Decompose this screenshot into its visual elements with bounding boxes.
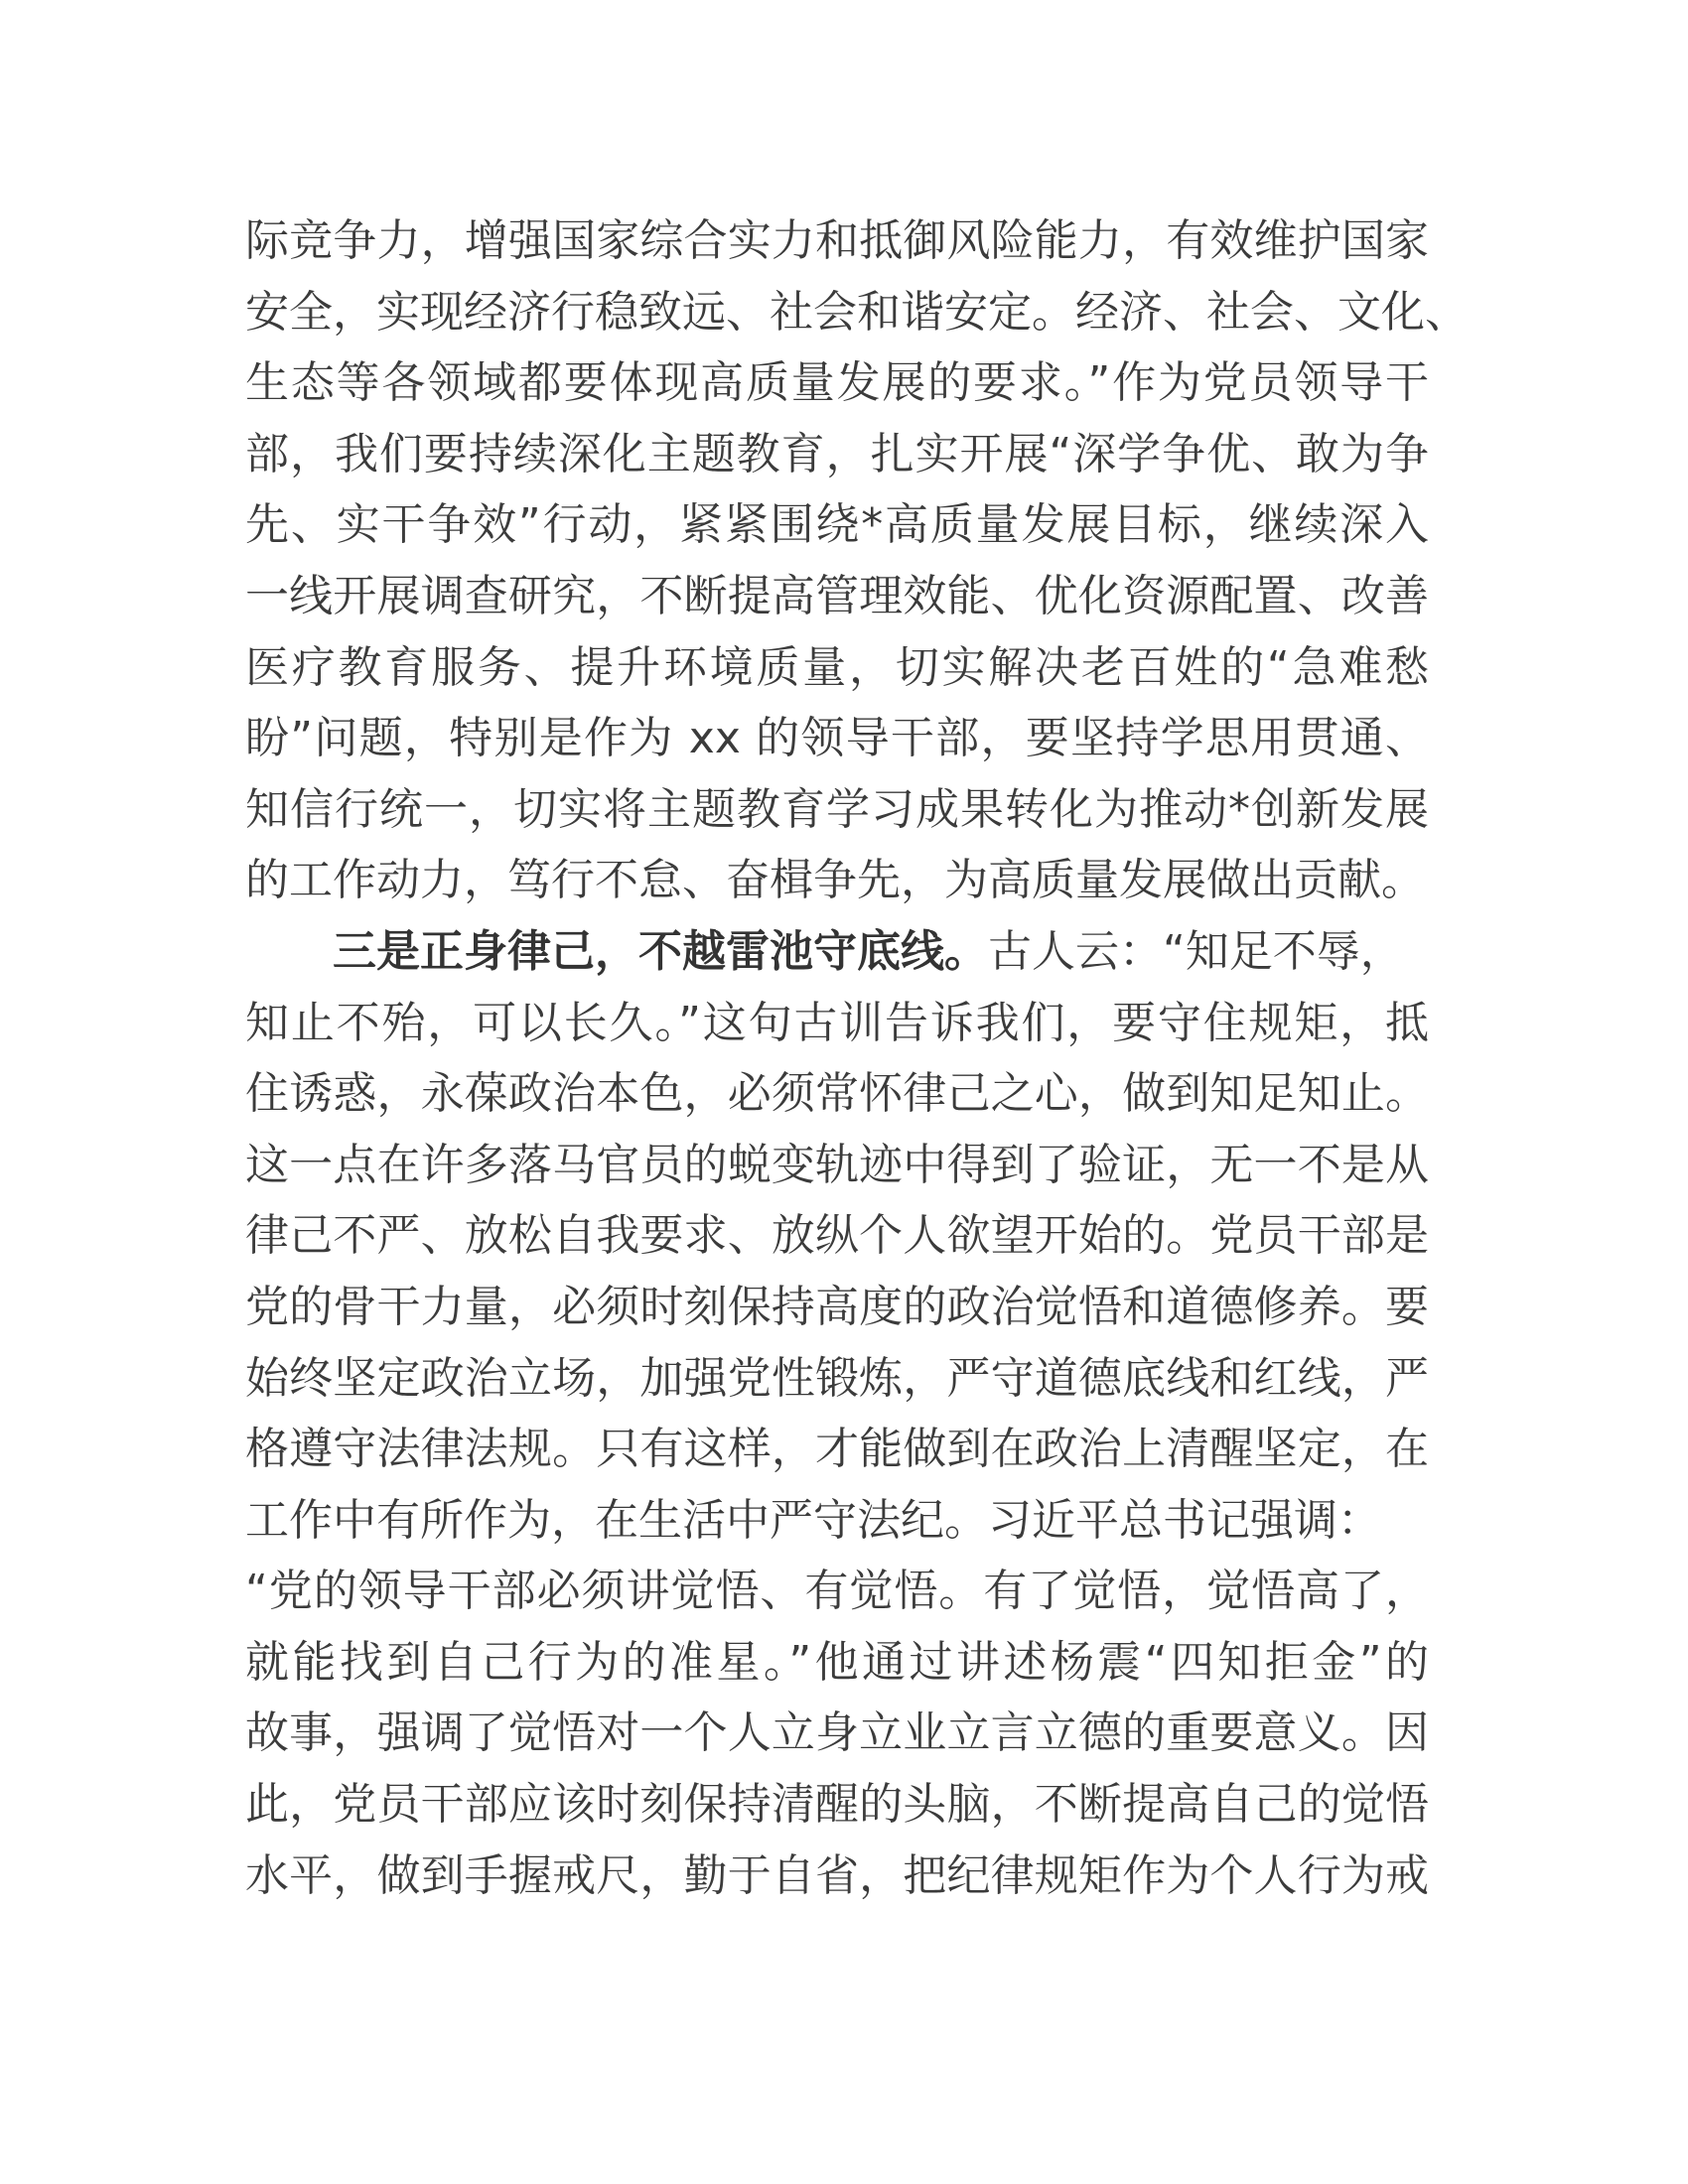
text-line: 生态等各领域都要体现高质量发展的要求。”作为党员领导干	[245, 357, 1429, 409]
text-line: 盼”问题，特别是作为 xx 的领导干部，要坚持学思用贯通、	[245, 713, 1429, 764]
text-line: “党的领导干部必须讲觉悟、有觉悟。有了觉悟，觉悟高了，	[245, 1566, 1429, 1617]
text-line: 就能找到自己行为的准星。”他通过讲述杨震“四知拒金”的	[245, 1636, 1429, 1688]
text-line: 际竞争力，增强国家综合实力和抵御风险能力，有效维护国家	[245, 215, 1429, 266]
text-line	[245, 916, 1429, 988]
text-line: 这一点在许多落马官员的蜕变轨迹中得到了验证，无一不是从	[245, 1139, 1429, 1190]
text-line: 安全，实现经济行稳致远、社会和谐安定。经济、社会、文化、	[245, 286, 1469, 338]
text-line: 律己不严、放松自我要求、放纵个人欲望开始的。党员干部是	[245, 1210, 1429, 1262]
text-line: 故事，强调了觉悟对一个人立身立业立言立德的重要意义。因	[245, 1707, 1429, 1759]
text-line: 部，我们要持续深化主题教育，扎实开展“深学争优、敢为争	[245, 428, 1429, 479]
text-line: 住诱惑，永葆政治本色，必须常怀律己之心，做到知足知止。	[245, 1068, 1429, 1120]
text-line: 工作中有所作为，在生活中严守法纪。习近平总书记强调：	[245, 1494, 1381, 1546]
paragraph-2	[245, 916, 1429, 1911]
text-line: 始终坚定政治立场，加强党性锻炼，严守道德底线和红线，严	[245, 1352, 1429, 1404]
text-line: 的工作动力，笃行不怠、奋楫争先，为高质量发展做出贡献。	[245, 855, 1425, 906]
document-page	[245, 205, 1469, 1911]
text-line: 知止不殆，可以长久。”这句古训告诉我们，要守住规矩，抵	[245, 997, 1429, 1048]
paragraph-1	[245, 205, 1469, 916]
text-run: 古人云：“知足不辱，	[988, 925, 1404, 977]
text-line: 格遵守法律法规。只有这样，才能做到在政治上清醒坚定，在	[245, 1424, 1429, 1475]
text-line: 知信行统一，切实将主题教育学习成果转化为推动*创新发展	[245, 783, 1429, 835]
text-line: 一线开展调查研究，不断提高管理效能、优化资源配置、改善	[245, 570, 1429, 621]
text-line: 党的骨干力量，必须时刻保持高度的政治觉悟和道德修养。要	[245, 1281, 1429, 1332]
text-line: 先、实干争效”行动，紧紧围绕*高质量发展目标，继续深入	[245, 499, 1429, 551]
section-heading: 三是正身律己，不越雷池守底线。	[333, 925, 988, 977]
text-line: 医疗教育服务、提升环境质量，切实解决老百姓的“急难愁	[245, 641, 1429, 693]
text-line: 水平，做到手握戒尺，勤于自省，把纪律规矩作为个人行为戒	[245, 1849, 1429, 1901]
text-line: 此，党员干部应该时刻保持清醒的头脑，不断提高自己的觉悟	[245, 1779, 1429, 1831]
